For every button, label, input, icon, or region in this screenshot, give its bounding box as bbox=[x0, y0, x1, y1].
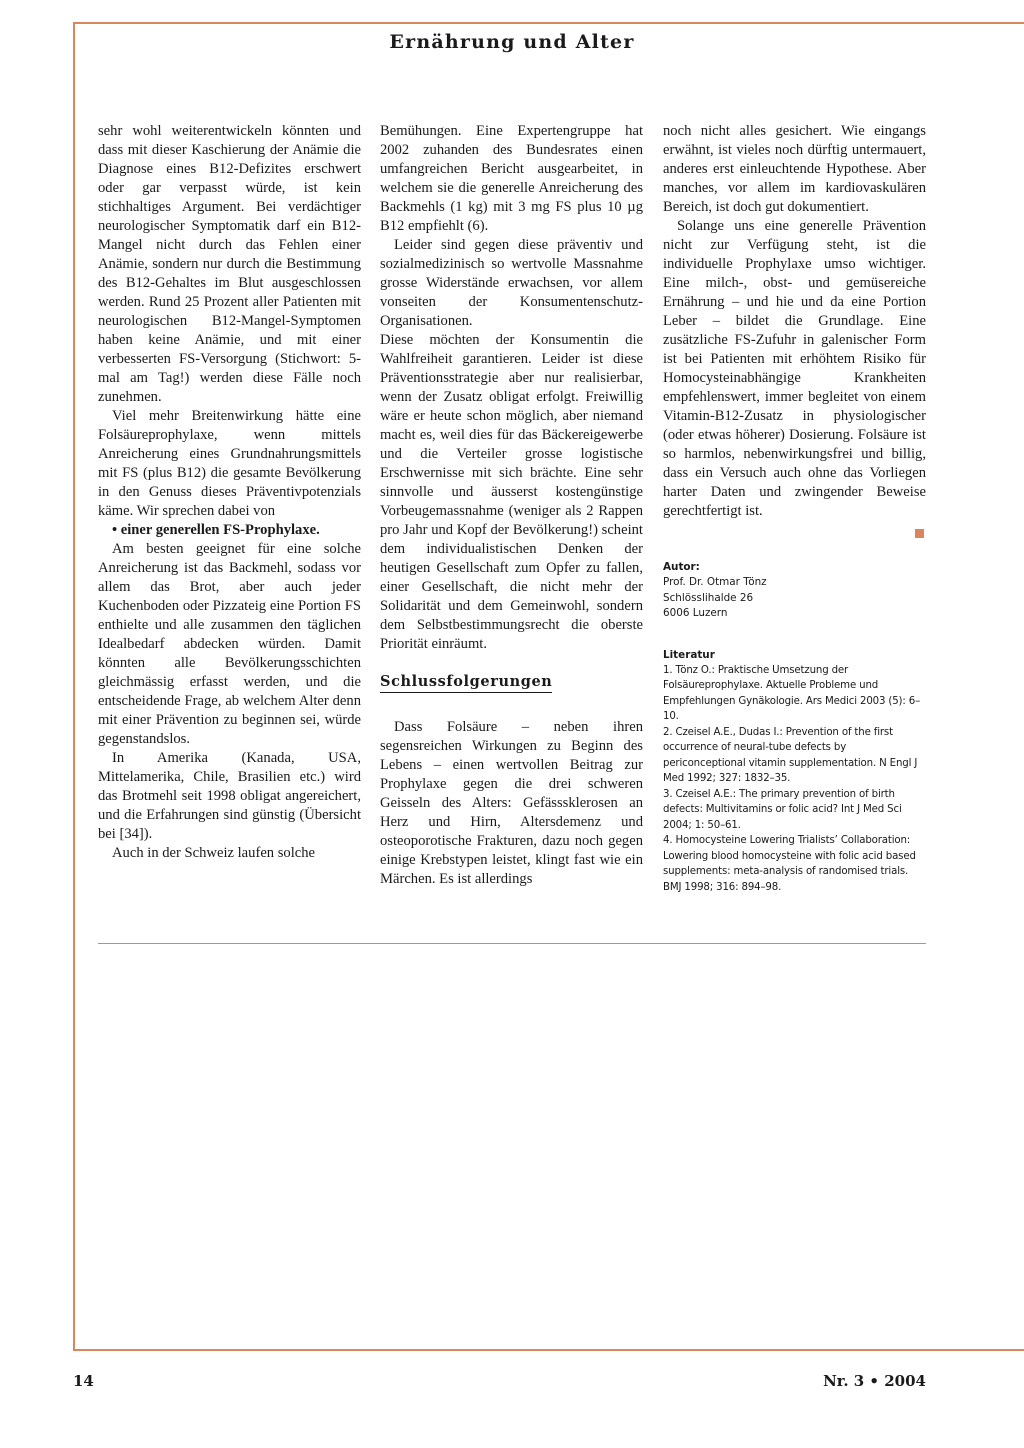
article-end-mark bbox=[915, 529, 924, 538]
author-label: Autor: bbox=[663, 561, 700, 573]
text-column-2 bbox=[380, 122, 643, 889]
paragraph: Bemühungen. Eine Expertengruppe hat 2002 zuhanden des Bundesrates einen umfangreichen Bericht ausgearbeitet, in welchem sie die generelle Anreicherung des Backmehls (1 kg) mit 3 mg FS plus 10 µg B12 empfiehlt (6). bbox=[380, 123, 643, 234]
page-frame-left-rule bbox=[73, 22, 75, 1351]
content-bottom-rule bbox=[98, 943, 926, 944]
paragraph: sehr wohl weiterentwickeln könnten und dass mit dieser Kaschierung der Anämie die Diagnose eines B12-Defizites erschwert oder gar verpasst würde, ist kein stichhaltiges Argument. Bei verdächtiger neurologischer Symptomatik darf ein B12-Mangel nicht durch das Fehlen einer Anämie, sondern nur durch die Bestimmung des B12-Gehaltes im Blut ausgeschlossen werden. Rund 25 Prozent aller Patienten mit neurologischen B12-Mangel-Symptomen haben keine Anämie, und mit einer verbesserten FS-Versorgung (Stichwort: 5-mal am Tag!) werden diese Fälle noch zunehmen. bbox=[98, 123, 361, 405]
paragraph: Am besten geeignet für eine solche Anreicherung ist das Backmehl, sodass vor allem das Brot, aber auch jeder Kuchenboden oder Pizzateig eine Portion FS enthielte und alle zusammen den täglichen Idealbedarf abdecken würden. Damit könnten alle Bevölkerungsschichten gleichmässig erfasst werden, und die entscheidende Frage, ab welchem Alter denn mit einer Prävention zu beginnen sei, würde gegenstandslos. bbox=[98, 541, 361, 747]
paragraph: Solange uns eine generelle Prävention nicht zur Verfügung steht, ist die individuelle Prophylaxe umso wichtiger. Eine milch-, obst- und gemüsereiche Ernährung – und hie und da eine Portion Leber – bildet die Grundlage. Eine zusätzliche FS-Zufuhr in galenischer Form ist bei Patienten mit erhöhtem Risiko für Homocysteinabhängige Krankheiten empfehlenswert, immer begleitet von einem Vitamin-B12-Zusatz in physiologischer (oder etwas höherer) Dosierung. Folsäure ist so harmlos, nebenwirkungsfrei und billig, dass ein Versuch auch ohne das Vorliegen harter Daten und zwingender Beweise gerechtfertigt ist. bbox=[663, 218, 926, 519]
literature-label: Literatur bbox=[663, 648, 715, 661]
reference-item: 3. Czeisel A.E.: The primary prevention of birth defects: Multivitamins or folic acid? Int J Med Sci 2004; 1: 50–61. bbox=[663, 788, 902, 831]
author-street: Schlösslihalde 26 bbox=[663, 591, 754, 604]
author-name: Prof. Dr. Otmar Tönz bbox=[663, 576, 767, 588]
running-header-title: Ernährung und Alter bbox=[389, 31, 635, 53]
text-column-1 bbox=[98, 122, 361, 863]
bullet-item: • einer generellen FS-Prophylaxe. bbox=[112, 522, 320, 538]
paragraph: Auch in der Schweiz laufen solche bbox=[112, 845, 316, 861]
paragraph: Leider sind gegen diese präventiv und sozialmedizinisch so wertvolle Massnahme grosse Widerstände erwachsen, vor allem vonseiten der Konsumentenschutz-Organisationen. bbox=[380, 237, 643, 329]
text-column-3 bbox=[663, 122, 926, 895]
page-frame-bottom-rule bbox=[73, 1349, 1024, 1351]
section-heading: Schlussfolgerungen bbox=[380, 672, 552, 693]
paragraph: noch nicht alles gesichert. Wie eingangs erwähnt, ist vieles noch dürftig untermauert, anderes erst einleuchtende Hypothese. Aber manches, vor allem im kardiovaskulären Bereich, ist doch gut dokumentiert. bbox=[663, 123, 926, 215]
issue-label: Nr. 3 • 2004 bbox=[823, 1372, 926, 1390]
paragraph: Viel mehr Breitenwirkung hätte eine Folsäureprophylaxe, wenn mittels Anreicherung eines Grundnahrungsmittels mit FS (plus B12) die gesamte Bevölkerung in den Genuss dieses Präventivpotenzials käme. Wir sprechen dabei von bbox=[98, 408, 361, 519]
reference-item: 1. Tönz O.: Praktische Umsetzung der Folsäureprophylaxe. Aktuelle Probleme und Empfehlungen Gynäkologie. Ars Medici 2003 (5): 6–10. bbox=[663, 664, 921, 722]
paragraph: In Amerika (Kanada, USA, Mittelamerika, Chile, Brasilien etc.) wird das Brotmehl seit 1998 obligat angereichert, und die Erfahrungen sind günstig (Übersicht bei [34]). bbox=[98, 750, 361, 842]
author-city: 6006 Luzern bbox=[663, 607, 728, 619]
reference-item: 4. Homocysteine Lowering Trialists’ Collaboration: Lowering blood homocysteine with folic acid based supplements: meta-analysis of randomised trials. BMJ 1998; 316: 894–98. bbox=[663, 835, 916, 893]
page-number: 14 bbox=[73, 1372, 94, 1390]
reference-item: 2. Czeisel A.E., Dudas I.: Prevention of the first occurrence of neural-tube defects by periconceptional vitamin supplementation. N Engl J Med 1992; 327: 1832–35. bbox=[663, 726, 918, 784]
page-frame-top-rule bbox=[73, 22, 1024, 24]
paragraph: Diese möchten der Konsumentin die Wahlfreiheit garantieren. Leider ist diese Präventionsstrategie aber nur realisierbar, wenn der Zusatz obligat erfolgt. Freiwillig wäre er heute schon möglich, aber niemand macht es, weil dies für das Bäckereigewerbe und die Verteiler grosse logistische Erschwernisse mit sich brächte. Eine sehr sinnvolle und äusserst kostengünstige Vorbeugemassnahme (weniger als 2 Rappen pro Jahr und Kopf der Bevölkerung!) scheint dem individualistischen Denken der heutigen Gesellschaft zum Opfer zu fallen, einer Gesellschaft, die nicht mehr der Solidarität und dem Gemeinwohl, sondern dem Selbstbestimmungsrecht die oberste Priorität einräumt. bbox=[380, 332, 643, 652]
paragraph: Dass Folsäure – neben ihren segensreichen Wirkungen zu Beginn des Lebens – einen wertvollen Beitrag zur Prophylaxe gegen die drei schweren Geisseln des Alters: Gefässsklerosen an Herz und Hirn, Altersdemenz und osteoporotische Frakturen, dazu noch gegen einige Krebstypen leistet, klingt fast wie ein Märchen. Es ist allerdings bbox=[380, 719, 643, 887]
